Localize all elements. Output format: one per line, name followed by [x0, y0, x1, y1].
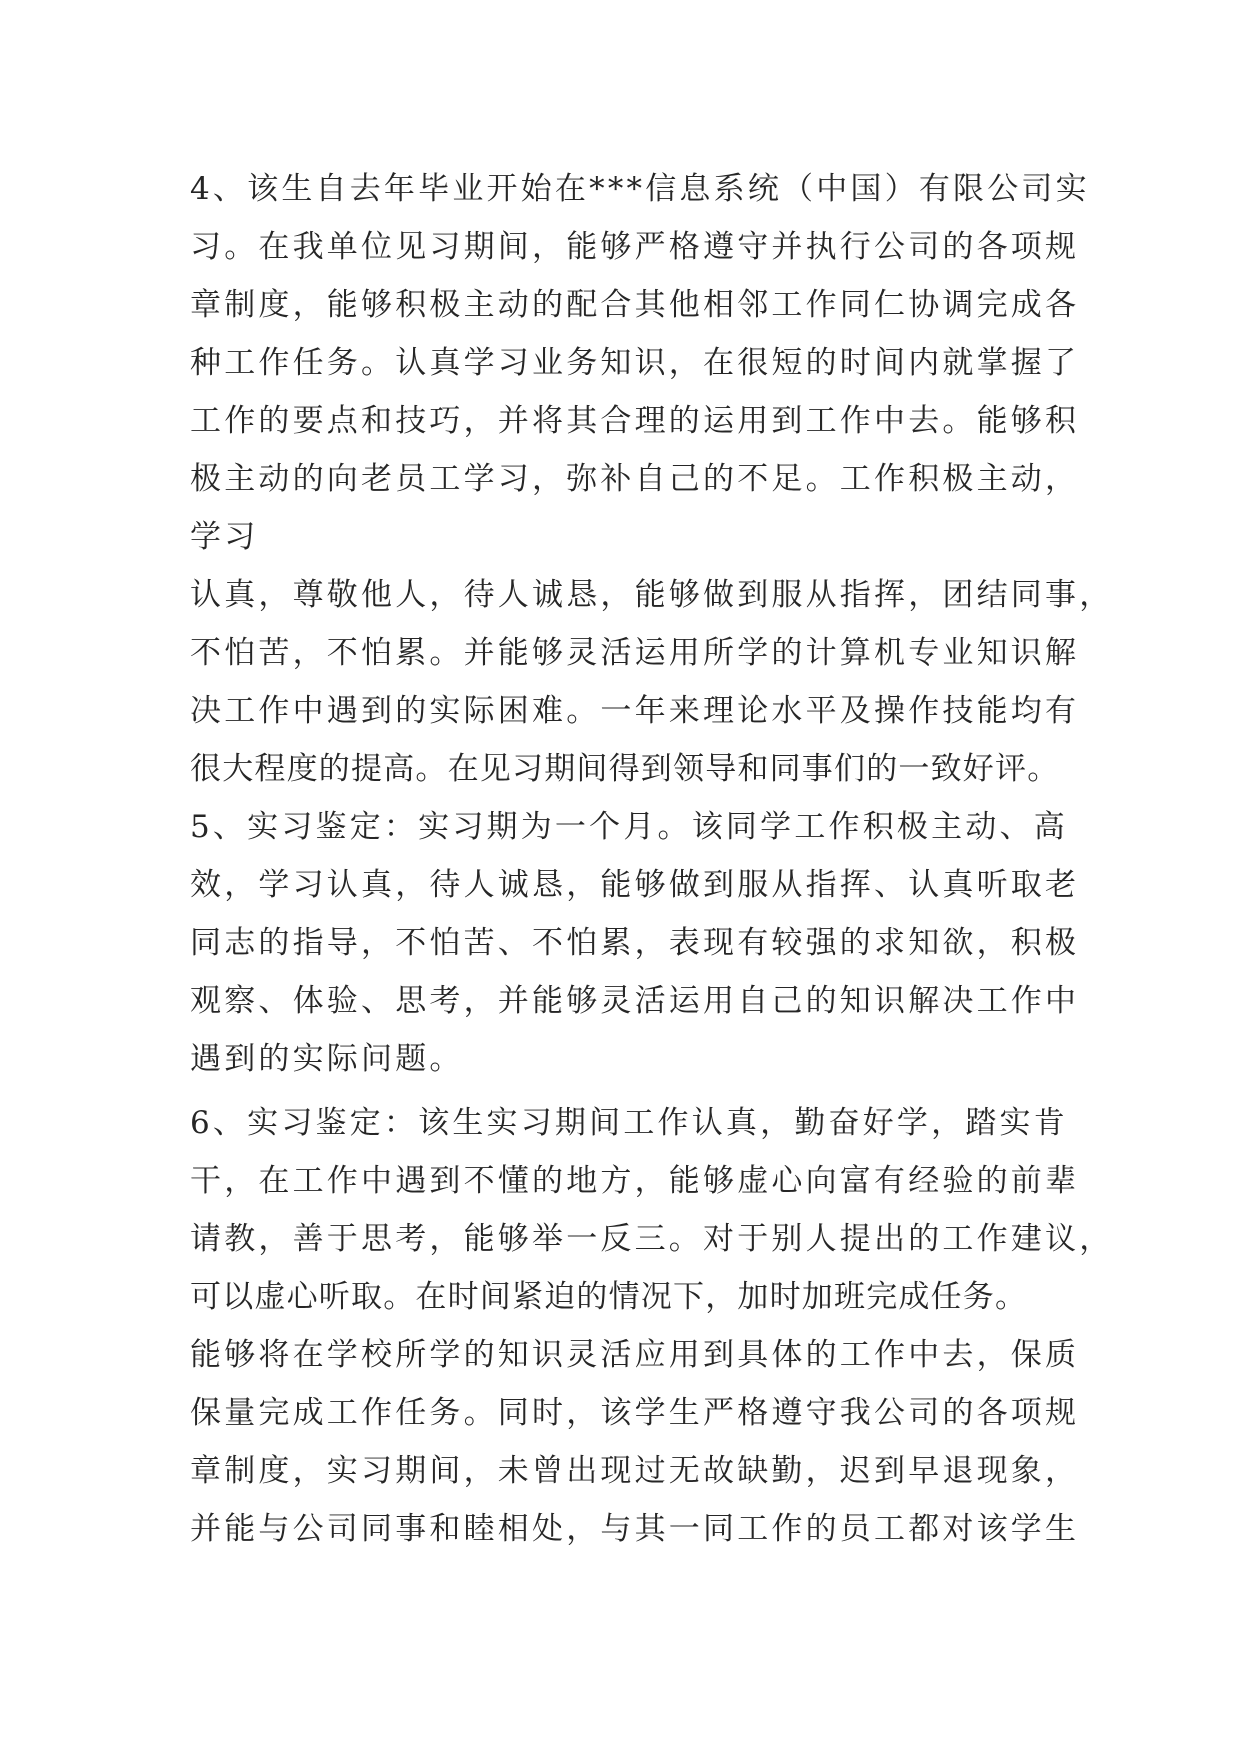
text-line: 5、实习鉴定：实习期为一个月。该同学工作积极主动、高	[190, 809, 1068, 845]
text-line: 6、实习鉴定：该生实习期间工作认真，勤奋好学，踏实肯	[190, 1105, 1068, 1141]
text-line: 可以虚心听取。在时间紧迫的情况下，加时加班完成任务。	[190, 1279, 1028, 1315]
text-line: 极主动的向老员工学习，弥补自己的不足。工作积极主动，	[190, 461, 1080, 497]
text-line: 章制度，实习期间，未曾出现过无故缺勤，迟到早退现象，	[190, 1453, 1080, 1489]
text-line: 干，在工作中遇到不懂的地方，能够虚心向富有经验的前辈	[190, 1163, 1080, 1199]
text-line: 学习	[190, 519, 259, 555]
text-line: 习。在我单位见习期间，能够严格遵守并执行公司的各项规	[190, 229, 1080, 265]
text-line: 认真，尊敬他人，待人诚恳，能够做到服从指挥，团结同事，	[190, 577, 1114, 613]
text-line: 4、该生自去年毕业开始在***信息系统（中国）有限公司实	[190, 171, 1090, 207]
text-line: 决工作中遇到的实际困难。一年来理论水平及操作技能均有	[190, 693, 1080, 729]
text-line: 种工作任务。认真学习业务知识，在很短的时间内就掌握了	[190, 345, 1080, 381]
document-body	[190, 160, 1114, 1558]
text-line: 能够将在学校所学的知识灵活应用到具体的工作中去，保质	[190, 1337, 1080, 1373]
text-line: 效，学习认真，待人诚恳，能够做到服从指挥、认真听取老	[190, 867, 1080, 903]
text-line: 观察、体验、思考，并能够灵活运用自己的知识解决工作中	[190, 983, 1080, 1019]
text-line: 遇到的实际问题。	[190, 1041, 464, 1077]
text-line: 不怕苦，不怕累。并能够灵活运用所学的计算机专业知识解	[190, 635, 1080, 671]
text-line: 并能与公司同事和睦相处，与其一同工作的员工都对该学生	[190, 1511, 1080, 1547]
text-line: 请教，善于思考，能够举一反三。对于别人提出的工作建议，	[190, 1221, 1114, 1257]
text-line: 很大程度的提高。在见习期间得到领导和同事们的一致好评。	[190, 751, 1060, 787]
text-line: 章制度，能够积极主动的配合其他相邻工作同仁协调完成各	[190, 287, 1080, 323]
text-line: 工作的要点和技巧，并将其合理的运用到工作中去。能够积	[190, 403, 1080, 439]
text-line: 保量完成工作任务。同时，该学生严格遵守我公司的各项规	[190, 1395, 1080, 1431]
text-line: 同志的指导，不怕苦、不怕累，表现有较强的求知欲，积极	[190, 925, 1080, 961]
